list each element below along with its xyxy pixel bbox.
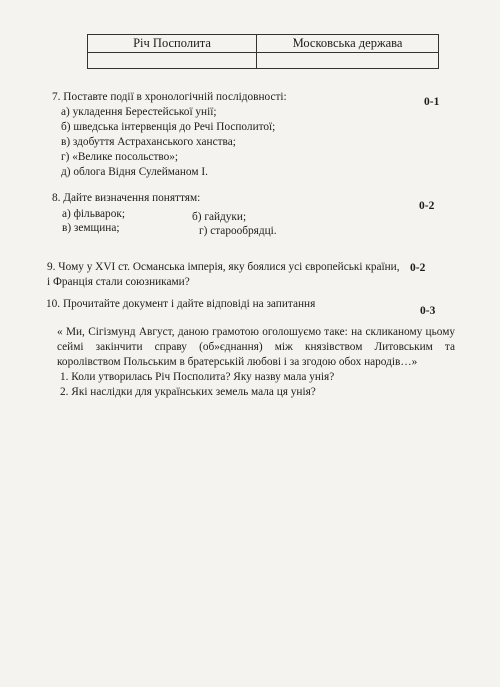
question-10-title: 10. Прочитайте документ і дайте відповіді на запитання: [46, 298, 316, 310]
question-8-term-a: а) фільварок;: [62, 208, 125, 220]
question-7-option-a: а) укладення Берестейської унії;: [61, 106, 217, 118]
question-9-line-1: 9. Чому у XVI ст. Османська імперія, яку боялися усі європейські країни,: [47, 261, 400, 273]
table-cell-left: [88, 53, 257, 69]
question-9: [47, 260, 400, 290]
question-7: [52, 90, 287, 180]
question-9-line-2: і Франція стали союзниками?: [47, 276, 190, 288]
question-8-term-d: г) старообрядці.: [199, 225, 277, 237]
table-header-rich-pospolyta: Річ Посполита: [88, 35, 257, 53]
table-row: [88, 53, 439, 69]
document-quote: « Ми, Сігізмунд Август, даною грамотою оголошуємо таке: на скликаному цьому сеймі закінчити справу (об»єднання) між князівством Литовським та королівством Польським в братерській любові і за згодою обох народів…»: [57, 326, 455, 368]
question-8-title: 8. Дайте визначення поняттям:: [52, 192, 201, 204]
question-10-score: 0-3: [420, 305, 436, 317]
question-8-score: 0-2: [419, 200, 435, 212]
question-10-subquestion-1: 1. Коли утворилась Річ Посполита? Яку назву мала унія?: [60, 371, 335, 383]
question-7-option-d: г) «Велике посольство»;: [61, 151, 179, 163]
question-7-title: 7. Поставте події в хронологічній послідовності:: [52, 91, 287, 103]
question-8-term-c: в) земщина;: [62, 222, 120, 234]
table-header-row: [88, 35, 439, 53]
question-7-score: 0-1: [424, 96, 440, 108]
table-header-moscow-state: Московська держава: [257, 35, 439, 53]
question-9-score: 0-2: [410, 262, 426, 274]
question-7-option-c: в) здобуття Астраханського ханства;: [61, 136, 236, 148]
question-7-option-e: д) облога Відня Сулейманом І.: [61, 166, 208, 178]
table-cell-right: [257, 53, 439, 69]
question-7-option-b: б) шведська інтервенція до Речі Посполитої;: [61, 121, 276, 133]
question-8-term-b: б) гайдуки;: [192, 211, 247, 223]
comparison-table: [87, 34, 439, 69]
question-10-subquestion-2: 2. Які наслідки для українських земель мала ця унія?: [60, 386, 316, 398]
